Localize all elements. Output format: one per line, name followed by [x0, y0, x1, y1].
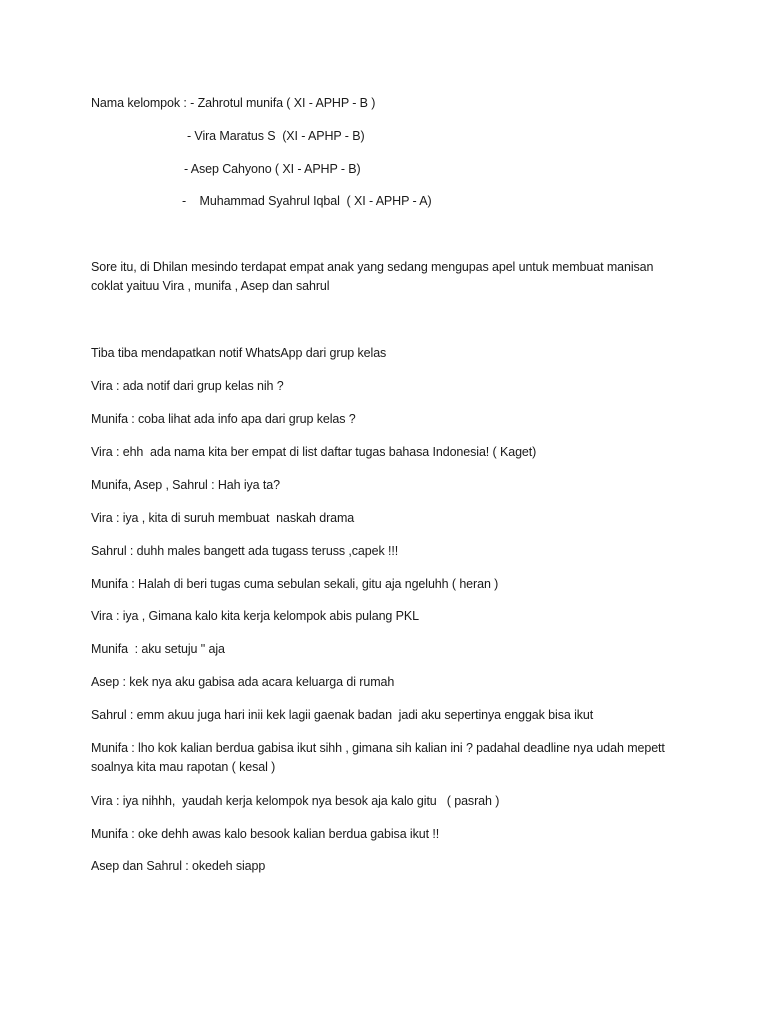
dialogue-line: Munifa : aku setuju " aja: [91, 642, 225, 656]
dialogue-line: Vira : iya , kita di suruh membuat naskah drama: [91, 511, 355, 525]
dialogue-line: Vira : iya , Gimana kalo kita kerja kelompok abis pulang PKL: [91, 609, 419, 623]
dialogue-line: Vira : ada notif dari grup kelas nih ?: [91, 379, 284, 393]
dialogue-line: Sahrul : duhh males bangett ada tugass teruss ,capek !!!: [91, 544, 399, 558]
dialogue-line: Vira : ehh ada nama kita ber empat di list daftar tugas bahasa Indonesia! ( Kaget): [91, 445, 537, 459]
member-line: - Asep Cahyono ( XI - APHP - B): [184, 162, 361, 176]
dialogue-line: Munifa : coba lihat ada info apa dari grup kelas ?: [91, 412, 356, 426]
intro-paragraph: Sore itu, di Dhilan mesindo terdapat empat anak yang sedang mengupas apel untuk membuat manisan coklat yaituu Vira , munifa , Asep dan sahrul: [91, 260, 654, 293]
dialogue-line: Munifa : lho kok kalian berdua gabisa ikut sihh , gimana sih kalian ini ? padahal deadline nya udah mepett soalnya kita mau rapotan ( kesal ): [91, 741, 665, 774]
dialogue-line: Munifa, Asep , Sahrul : Hah iya ta?: [91, 478, 280, 492]
dialogue-line: Munifa : Halah di beri tugas cuma sebulan sekali, gitu aja ngeluhh ( heran ): [91, 577, 499, 591]
dialogue-line: Munifa : oke dehh awas kalo besook kalian berdua gabisa ikut !!: [91, 827, 440, 841]
member-line: - Muhammad Syahrul Iqbal ( XI - APHP - A): [182, 194, 432, 208]
group-members-header: Nama kelompok : - Zahrotul munifa ( XI - APHP - B ): [91, 96, 376, 110]
dialogue-line: Sahrul : emm akuu juga hari inii kek lagii gaenak badan jadi aku sepertinya enggak bisa ikut: [91, 708, 594, 722]
dialogue-line: Asep : kek nya aku gabisa ada acara keluarga di rumah: [91, 675, 395, 689]
dialogue-line: Tiba tiba mendapatkan notif WhatsApp dari grup kelas: [91, 346, 387, 360]
dialogue-line: Asep dan Sahrul : okedeh siapp: [91, 859, 266, 873]
member-line: - Vira Maratus S (XI - APHP - B): [187, 129, 365, 143]
dialogue-line: Vira : iya nihhh, yaudah kerja kelompok nya besok aja kalo gitu ( pasrah ): [91, 794, 500, 808]
